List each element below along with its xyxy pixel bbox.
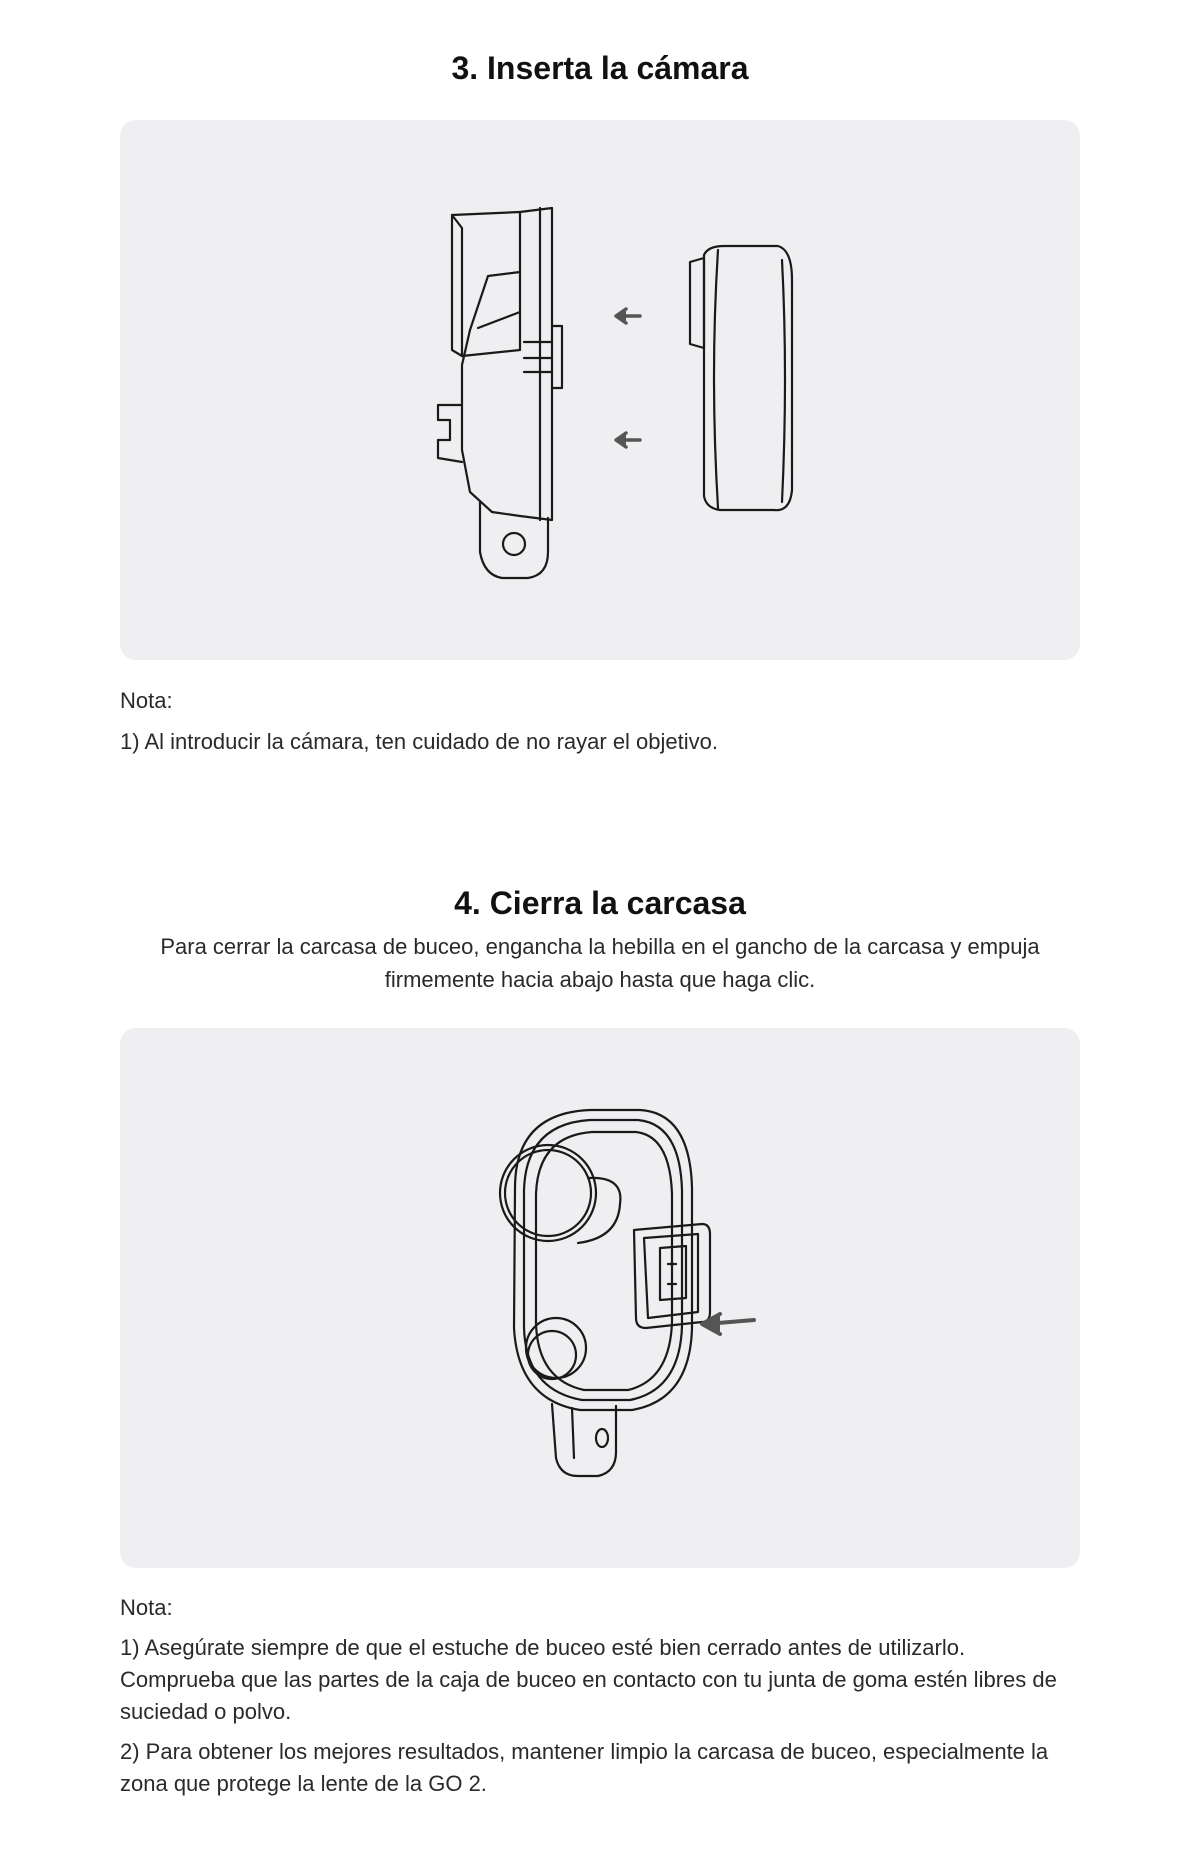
step-3-figure-panel [120,120,1080,660]
insert-arrows-icon [616,309,640,447]
camera-side-icon [690,246,792,510]
step-4-description: Para cerrar la carcasa de buceo, engancha la hebilla en el gancho de la carcasa y empuja firmemente hacia abajo hasta que haga clic. [160,934,1040,992]
step-4-title: 4. Cierra la carcasa [454,885,746,921]
housing-closed-illustration-icon [120,1028,1080,1568]
step-3-title: 3. Inserta la cámara [451,50,749,86]
dive-housing-front-icon [500,1110,710,1476]
step-4-note-item: 1) Asegúrate siempre de que el estuche de buceo esté bien cerrado antes de utilizarlo. Comprueba que las partes de la caja de buceo en contacto con tu junta de goma estén libres de suciedad o polvo. [120,1635,1057,1724]
step-4-figure-panel [120,1028,1080,1568]
step-4-note-item: 2) Para obtener los mejores resultados, mantener limpio la carcasa de buceo, especialmente la zona que protege la lente de la GO 2. [120,1739,1049,1796]
dive-housing-side-icon [438,208,562,578]
camera-insertion-illustration-icon [120,120,1080,660]
step-3-note-item: 1) Al introducir la cámara, ten cuidado de no rayar el objetivo. [120,729,718,754]
step-3-note-label: Nota: [120,688,173,713]
step-4-note-label: Nota: [120,1595,173,1620]
